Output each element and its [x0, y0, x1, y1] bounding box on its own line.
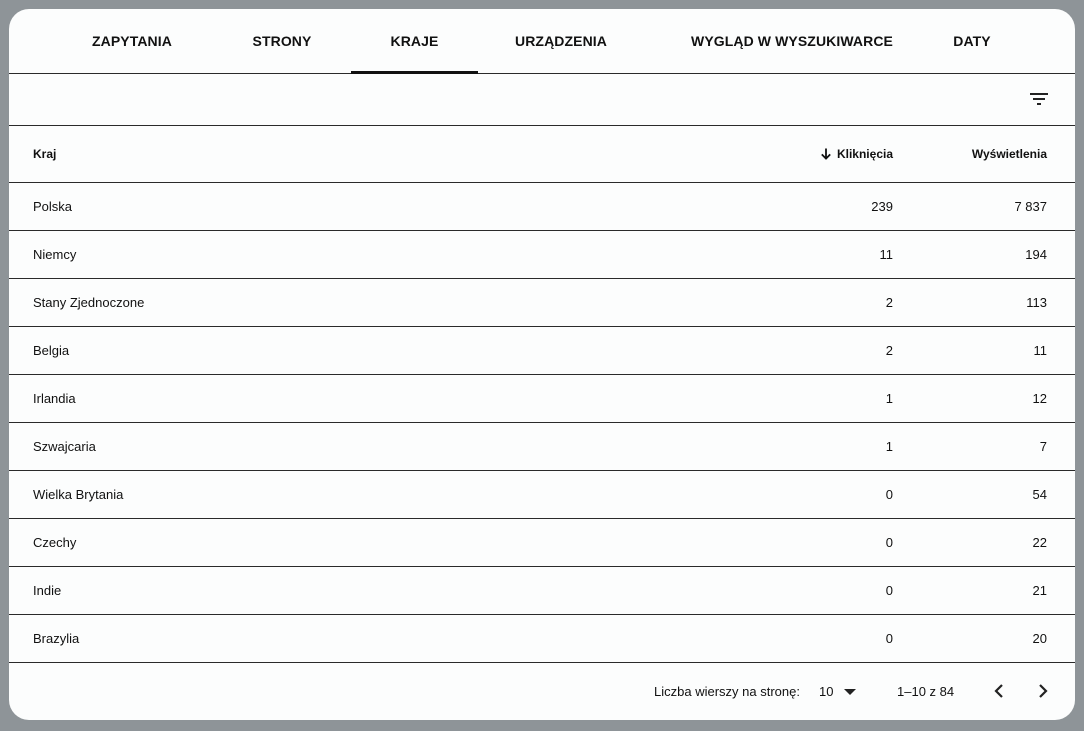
column-header-country[interactable]: Kraj [33, 147, 57, 161]
chevron-right-icon[interactable] [1031, 679, 1055, 703]
cell-clicks: 0 [885, 583, 893, 598]
table-row[interactable] [9, 471, 1075, 519]
cell-clicks: 1 [885, 439, 893, 454]
cell-country: Wielka Brytania [33, 487, 124, 502]
cell-impressions: 7 [1039, 439, 1047, 454]
cell-impressions: 12 [1032, 391, 1047, 406]
tab-pages[interactable]: STRONY [252, 33, 312, 49]
table-row[interactable] [9, 375, 1075, 423]
cell-clicks: 2 [885, 295, 893, 310]
cell-country: Czechy [33, 535, 77, 550]
tab-devices[interactable]: URZĄDZENIA [515, 33, 607, 49]
pagination [9, 663, 1075, 720]
cell-impressions: 54 [1032, 487, 1047, 502]
cell-impressions: 7 837 [1014, 199, 1047, 214]
tab-search-appearance[interactable]: WYGLĄD W WYSZUKIWARCE [691, 33, 893, 49]
cell-clicks: 2 [885, 343, 893, 358]
table-row[interactable] [9, 615, 1075, 663]
tab-countries[interactable]: KRAJE [351, 9, 478, 73]
pagination-range: 1–10 z 84 [897, 684, 955, 699]
column-header-clicks-label: Kliknięcia [836, 147, 893, 161]
cell-clicks: 239 [871, 199, 893, 214]
cell-clicks: 0 [885, 631, 893, 646]
caret-down-icon [843, 688, 857, 696]
table-row[interactable] [9, 519, 1075, 567]
cell-country: Niemcy [33, 247, 77, 262]
cell-clicks: 0 [885, 487, 893, 502]
table-row[interactable] [9, 567, 1075, 615]
cell-country: Belgia [33, 343, 70, 358]
chevron-left-icon[interactable] [987, 679, 1011, 703]
table-row[interactable] [9, 183, 1075, 231]
cell-impressions: 21 [1032, 583, 1047, 598]
table-row[interactable] [9, 327, 1075, 375]
cell-country: Szwajcaria [33, 439, 96, 454]
cell-country: Indie [33, 583, 62, 598]
performance-card [9, 9, 1075, 720]
cell-country: Stany Zjednoczone [33, 295, 145, 310]
table-toolbar [9, 74, 1075, 126]
column-header-impressions[interactable]: Wyświetlenia [971, 147, 1047, 161]
table-header [9, 126, 1075, 183]
tab-queries[interactable]: ZAPYTANIA [92, 33, 172, 49]
cell-country: Irlandia [33, 391, 76, 406]
cell-impressions: 22 [1032, 535, 1047, 550]
cell-clicks: 11 [879, 247, 893, 262]
rows-per-page-label: Liczba wierszy na stronę: [654, 684, 800, 699]
column-header-clicks[interactable] [819, 126, 893, 182]
rows-per-page-value: 10 [819, 684, 834, 699]
cell-impressions: 20 [1032, 631, 1047, 646]
cell-country: Polska [33, 199, 73, 214]
cell-clicks: 1 [885, 391, 893, 406]
tab-bar [9, 9, 1075, 74]
cell-impressions: 11 [1033, 343, 1047, 358]
table-body [9, 183, 1075, 663]
tab-dates[interactable]: DATY [953, 33, 991, 49]
cell-clicks: 0 [885, 535, 893, 550]
cell-impressions: 113 [1026, 295, 1047, 310]
rows-per-page-select[interactable] [819, 663, 857, 720]
table-row[interactable] [9, 423, 1075, 471]
filter-icon[interactable] [1027, 87, 1051, 111]
arrow-down-icon [819, 147, 833, 161]
table-row[interactable] [9, 231, 1075, 279]
cell-country: Brazylia [33, 631, 80, 646]
table-row[interactable] [9, 279, 1075, 327]
cell-impressions: 194 [1025, 247, 1047, 262]
